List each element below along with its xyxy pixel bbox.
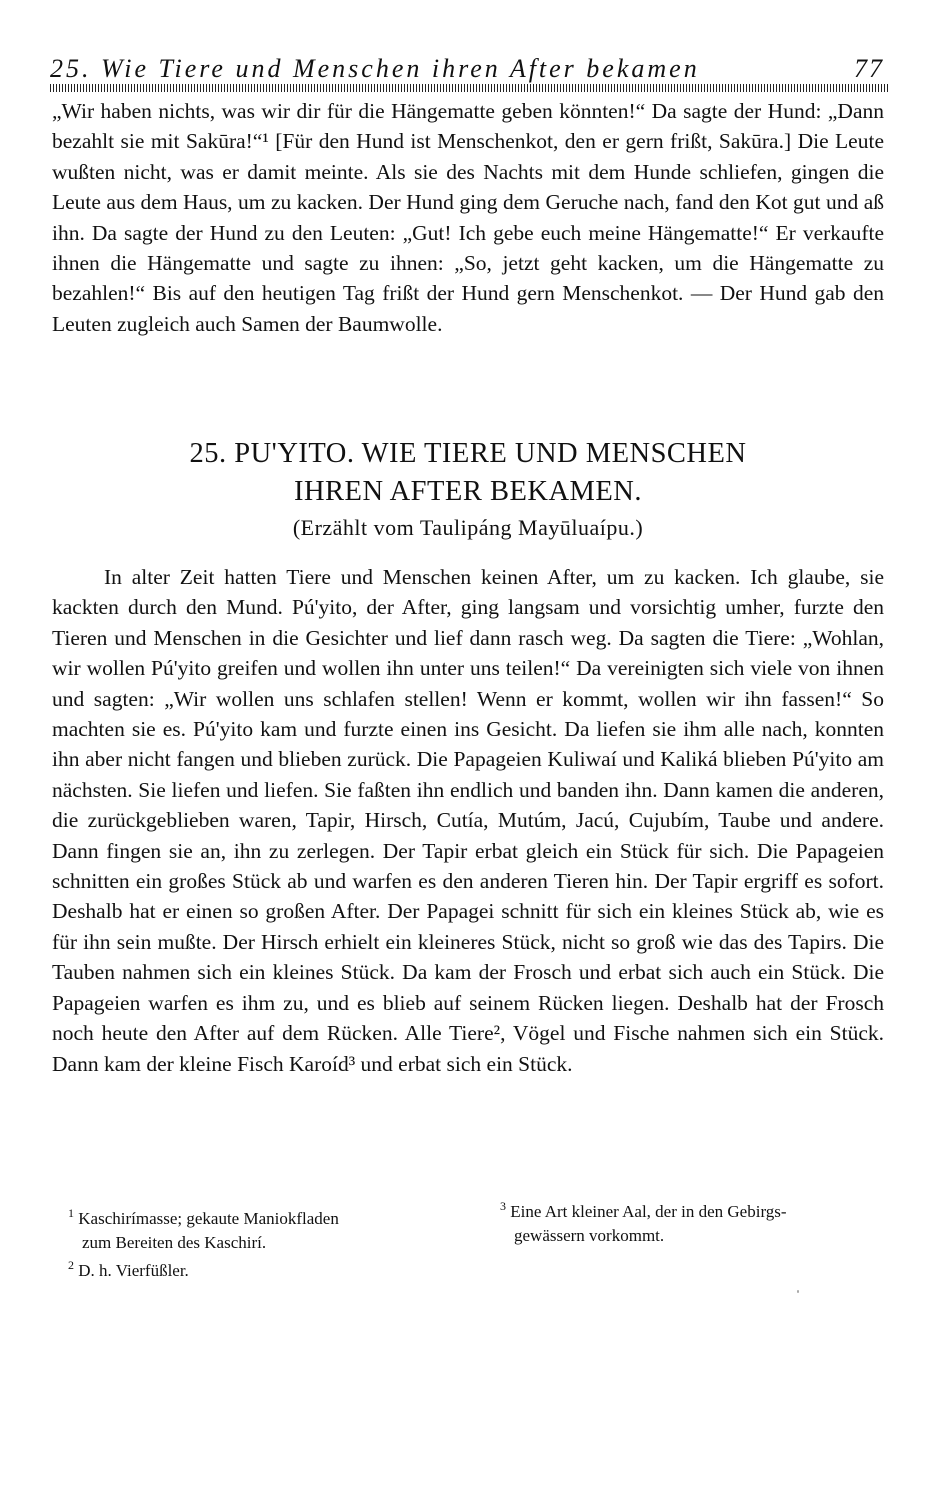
chapter-title-line-2: IHREN AFTER BEKAMEN. [293, 476, 643, 507]
footnote-1 [68, 1207, 488, 1255]
footnote-2 [68, 1259, 488, 1283]
chapter-byline: (Erzählt vom Taulipáng Mayūluaípu.) [292, 515, 644, 540]
footnote-text-continued: zum Bereiten des Kaschirí. [82, 1233, 267, 1252]
header-rule [50, 84, 888, 92]
page-number: 77 [854, 54, 884, 83]
footnote-text: D. h. Vierfüßler. [78, 1261, 189, 1280]
footnote-text: Eine Art kleiner Aal, der in den Gebirgs- [510, 1202, 787, 1221]
footnote-text-continued: gewässern vorkommt. [514, 1226, 665, 1245]
paper-speck [797, 1290, 799, 1293]
chapter-title-line-1: 25. PU'YITO. WIE TIERE UND MENSCHEN [189, 438, 747, 469]
running-head-title: 25. Wie Tiere und Menschen ihren After bekamen [50, 54, 700, 83]
footnote-marker: 3 [500, 1199, 506, 1213]
footnote-marker: 1 [68, 1206, 74, 1220]
footnote-3 [500, 1200, 900, 1248]
story-paragraph: In alter Zeit hatten Tiere und Menschen keinen After, um zu kacken. Ich glaube, sie kackten durch den Mund. Pú'yito, der After, ging langsam und vorsichtig umher, furzte den Tieren und Menschen in die Gesichter und lief dann rasch weg. Da sagten die Tiere: „Wohlan, wir wollen Pú'yito greifen und wollen ihn unter uns teilen!“ Da vereinigten sich viele von ihnen und sagten: „Wir wollen uns schlafen stellen! Wenn er kommt, wollen wir ihn fassen!“ So machten sie es. Pú'yito kam und furzte einen ins Gesicht. Da liefen sie ihm alle nach, konnten ihn aber nicht fangen und blieben zurück. Die Papageien Kuliwaí und Kaliká blieben Pú'yito am nächsten. Sie liefen und liefen. Sie faßten ihn endlich und banden ihn. Dann kamen die anderen, die zurückgeblieben waren, Tapir, Hirsch, Cutía, Mutúm, Jacú, Cujubím, Taube und andere. Dann fingen sie an, ihn zu zerlegen. Der Tapir erbat gleich ein Stück für sich. Die Papageien schnitten ein großes Stück ab und warfen es den anderen Tieren hin. Der Tapir ergriff es sofort. Deshalb hat er einen so großen After. Der Papagei schnitt für sich ein kleines Stück ab, wie es für ihn sein mußte. Der Hirsch erhielt ein kleineres Stück, nicht so groß wie das des Tapirs. Die Tauben nahmen sich ein kleines Stück. Da kam der Frosch und erbat sich auch ein Stück. Die Papageien warfen es ihm zu, und es blieb auf seinem Rücken liegen. Deshalb hat der Frosch noch heute den After auf dem Rücken. Alle Tiere², Vögel und Fische nahmen sich ein Stück. Dann kam der kleine Fisch Karoíd³ und erbat sich ein Stück. [52, 565, 884, 1076]
footnote-text: Kaschirímasse; gekaute Maniokfladen [78, 1209, 339, 1228]
intro-paragraph: „Wir haben nichts, was wir dir für die Hängematte geben könnten!“ Da sagte der Hund: „Dann bezahlt sie mit Sakūra!“¹ [Für den Hund ist Menschenkot, den er gern frißt, Sakūra.] Die Leute wußten nicht, was er damit meinte. Als sie des Nachts mit dem Hunde schliefen, gingen die Leute aus dem Haus, um zu kacken. Der Hund ging dem Geruche nach, fand den Kot gut und aß ihn. Da sagte der Hund zu den Leuten: „Gut! Ich gebe euch meine Hängematte!“ Er verkaufte ihnen die Hängematte und sagte zu ihnen: „So, jetzt geht kacken, um die Hängematte zu bezahlen!“ Bis auf den heutigen Tag frißt der Hund gern Menschenkot. — Der Hund gab den Leuten zugleich auch Samen der Baumwolle. [52, 99, 884, 336]
footnote-marker: 2 [68, 1258, 74, 1272]
running-head [50, 54, 888, 84]
